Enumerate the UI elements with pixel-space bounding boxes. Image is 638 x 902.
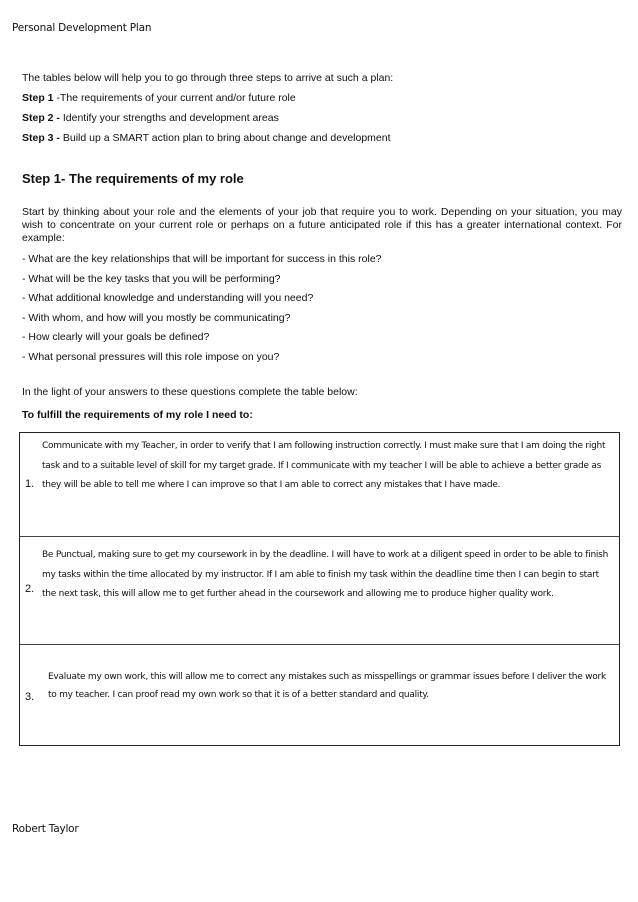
- list-item: - What are the key relationships that will be important for success in this role?: [22, 253, 382, 265]
- row-text: Be Punctual, making sure to get my coursework in by the deadline. I will have to work at a diligent speed in order to be able to finish my tasks within the time allocated by my instructor. If I am able to finish my task within the deadline time then I can begin to start the next task, this will allow me to get further ahead in the coursework and allowing me to produce higher quality work.: [42, 550, 609, 599]
- table-heading: To fulfill the requirements of my role I need to:: [22, 409, 253, 421]
- step-3-text: Build up a SMART action plan to bring about change and development: [59, 132, 391, 144]
- row-number: 1.: [25, 478, 35, 490]
- section-paragraph: Start by thinking about your role and the elements of your job that require you to work. Depending on your situation, you may wish to concentrate on your current role or perhaps on a future anticipated role if this has a greater international context. For example:: [22, 206, 622, 244]
- table-row: [20, 645, 619, 745]
- question-list: [22, 252, 622, 370]
- intro-line: The tables below will help you to go through three steps to arrive at such a plan:: [22, 72, 394, 84]
- table-lead-text: In the light of your answers to these questions complete the table below:: [22, 386, 358, 398]
- table-row: [20, 537, 619, 645]
- list-item: - How clearly will your goals be defined?: [22, 331, 210, 344]
- step-2-text: Identify your strengths and development areas: [59, 112, 279, 124]
- table-row: [20, 433, 619, 537]
- step-1-line: [22, 91, 622, 111]
- requirements-table: [19, 432, 620, 746]
- row-number: 2.: [25, 583, 35, 595]
- step-1-label: Step 1: [22, 92, 54, 104]
- step-2-line: [22, 111, 622, 131]
- step-1-text: -The requirements of your current and/or future role: [53, 92, 296, 104]
- step-2-label: Step 2 -: [22, 112, 60, 124]
- step-3-label: Step 3 -: [22, 132, 60, 144]
- list-item: - What personal pressures will this role impose on you?: [22, 350, 280, 363]
- page-header: Personal Development Plan: [12, 22, 152, 34]
- row-number: 3.: [25, 691, 35, 703]
- page-footer-author: Robert Taylor: [12, 823, 79, 835]
- step-3-line: [22, 131, 622, 151]
- row-text: Evaluate my own work, this will allow me to correct any mistakes such as misspellings or grammar issues before I deliver the work to my teacher. I can proof read my own work so that it is of a better standard and quality.: [48, 672, 606, 700]
- row-text: Communicate with my Teacher, in order to verify that I am following instruction correctly. I must make sure that I am doing the right task and to a suitable level of skill for my target grade. If I communicate with my teacher I will be able to achieve a better grade as they will be able to tell me where I can improve so that I am able to correct any mistakes that I have made.: [42, 441, 606, 490]
- list-item: - What will be the key tasks that you will be performing?: [22, 272, 281, 285]
- section-heading: Step 1- The requirements of my role: [22, 171, 244, 186]
- list-item: - What additional knowledge and understanding will you need?: [22, 292, 314, 305]
- intro-block: [22, 71, 622, 151]
- list-item: - With whom, and how will you mostly be communicating?: [22, 311, 291, 324]
